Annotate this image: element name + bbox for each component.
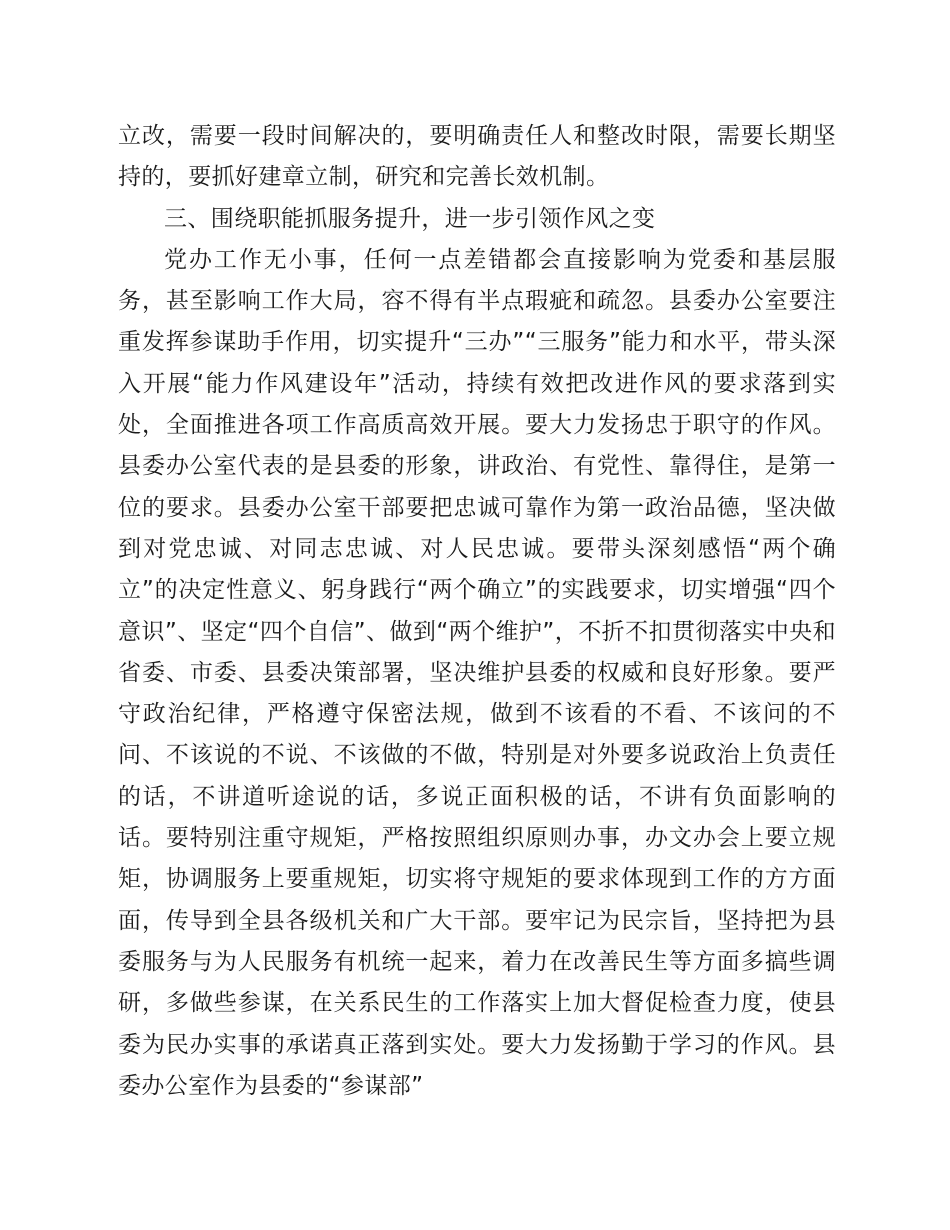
document-page: [118, 116, 836, 1107]
section-heading: 三、围绕职能抓服务提升，进一步引领作风之变: [164, 205, 656, 232]
paragraph-continuation: 立改，需要一段时间解决的，要明确责任人和整改时限，需要长期坚持的，要抓好建章立制，研究和完善长效机制。: [118, 123, 836, 191]
paragraph-body: 党办工作无小事，任何一点差错都会直接影响为党委和基层服务，甚至影响工作大局，容不得有半点瑕疵和疏忽。县委办公室要注重发挥参谋助手作用，切实提升“三办”“三服务”能力和水平，带头深入开展“能力作风建设年”活动，持续有效把改进作风的要求落到实处，全面推进各项工作高质高效开展。要大力发扬忠于职守的作风。县委办公室代表的是县委的形象，讲政治、有党性、靠得住，是第一位的要求。县委办公室干部要把忠诚可靠作为第一政治品德，坚决做到对党忠诚、对同志忠诚、对人民忠诚。要带头深刻感悟“两个确立”的决定性意义、躬身践行“两个确立”的实践要求，切实增强“四个意识”、坚定“四个自信”、做到“两个维护”，不折不扣贯彻落实中央和省委、市委、县委决策部署，坚决维护县委的权威和良好形象。要严守政治纪律，严格遵守保密法规，做到不该看的不看、不该问的不问、不该说的不说、不该做的不做，特别是对外要多说政治上负责任的话，不讲道听途说的话，多说正面积极的话，不讲有负面影响的话。要特别注重守规矩，严格按照组织原则办事，办文办会上要立规矩，协调服务上要重规矩，切实将守规矩的要求体现到工作的方方面面，传导到全县各级机关和广大干部。要牢记为民宗旨，坚持把为县委服务与为人民服务有机统一起来，着力在改善民生等方面多搞些调研，多做些参谋，在关系民生的工作落实上加大督促检查力度，使县委为民办实事的承诺真正落到实处。要大力发扬勤于学习的作风。县委办公室作为县委的“参谋部”: [118, 246, 836, 1099]
